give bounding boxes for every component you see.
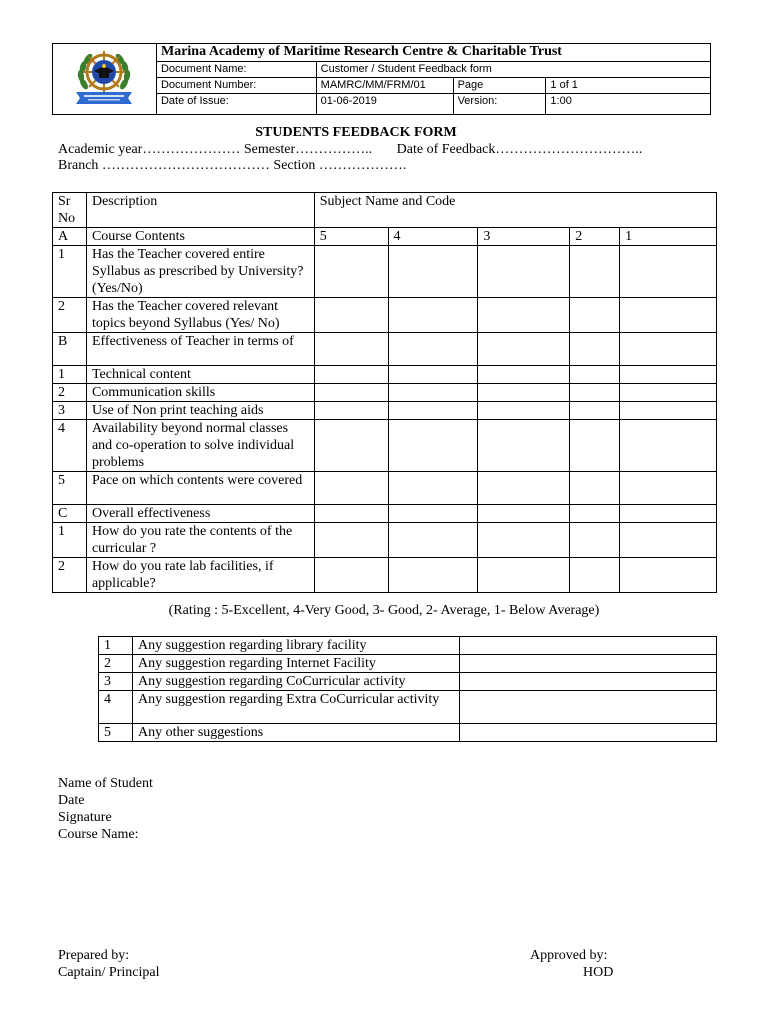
row-description: Use of Non print teaching aids — [86, 402, 314, 420]
row-sr: 5 — [53, 472, 87, 505]
doc-number-label: Document Number: — [156, 78, 316, 94]
rating-cell[interactable] — [620, 505, 717, 523]
version-value: 1:00 — [546, 94, 711, 115]
rating-cell[interactable] — [570, 420, 620, 472]
rating-cell[interactable] — [570, 298, 620, 333]
suggestion-number: 5 — [99, 724, 133, 742]
rating-cell[interactable] — [620, 333, 717, 366]
row-sr: 1 — [53, 523, 87, 558]
rating-cell[interactable] — [388, 505, 478, 523]
document-control-table — [52, 43, 711, 115]
rating-cell[interactable] — [314, 558, 388, 593]
rating-cell[interactable] — [620, 523, 717, 558]
table-row — [53, 402, 717, 420]
suggestion-text: Any suggestion regarding Extra CoCurricular activity — [132, 691, 460, 724]
issue-date-label: Date of Issue: — [156, 94, 316, 115]
suggestion-row — [99, 655, 717, 673]
rating-cell[interactable] — [388, 384, 478, 402]
rating-cell[interactable] — [314, 472, 388, 505]
table-row — [53, 505, 717, 523]
issue-date-value: 01-06-2019 — [316, 94, 453, 115]
rating-legend: (Rating : 5-Excellent, 4-Very Good, 3- Good, 2- Average, 1- Below Average) — [168, 603, 600, 618]
row-description: Communication skills — [86, 384, 314, 402]
rating-cell[interactable] — [314, 523, 388, 558]
doc-name-label: Document Name: — [156, 62, 316, 78]
page-label: Page — [453, 78, 546, 94]
logo-cell — [53, 44, 157, 115]
rating-header-4: 4 — [388, 228, 478, 246]
suggestion-answer-cell[interactable] — [460, 691, 717, 724]
suggestion-text: Any other suggestions — [132, 724, 460, 742]
rating-cell[interactable] — [570, 246, 620, 298]
table-row — [53, 523, 717, 558]
rating-cell[interactable] — [388, 246, 478, 298]
row-sr: 1 — [53, 366, 87, 384]
table-row — [53, 472, 717, 505]
rating-cell[interactable] — [314, 366, 388, 384]
suggestion-row — [99, 637, 717, 655]
doc-name-value: Customer / Student Feedback form — [316, 62, 710, 78]
row-sr: 4 — [53, 420, 87, 472]
rating-header-1: 1 — [620, 228, 717, 246]
row-sr: 2 — [53, 558, 87, 593]
suggestion-number: 1 — [99, 637, 133, 655]
table-row — [53, 246, 717, 298]
rating-cell[interactable] — [388, 420, 478, 472]
rating-cell[interactable] — [314, 246, 388, 298]
rating-cell[interactable] — [570, 384, 620, 402]
table-row — [53, 298, 717, 333]
branch-section-line: Branch ……………………………… Section ………………. — [58, 158, 407, 173]
rating-cell[interactable] — [478, 402, 570, 420]
subject-header: Subject Name and Code — [314, 193, 716, 228]
rating-cell[interactable] — [620, 246, 717, 298]
row-sr: B — [53, 333, 87, 366]
suggestion-number: 2 — [99, 655, 133, 673]
rating-cell[interactable] — [388, 402, 478, 420]
suggestion-text: Any suggestion regarding Internet Facility — [132, 655, 460, 673]
approved-by-role: HOD — [583, 965, 614, 980]
rating-header-3: 3 — [478, 228, 570, 246]
suggestion-answer-cell[interactable] — [460, 655, 717, 673]
table-row — [53, 558, 717, 593]
section-title: Course Contents — [86, 228, 314, 246]
row-sr: 3 — [53, 402, 87, 420]
prepared-by-label: Prepared by: — [58, 948, 130, 963]
rating-cell[interactable] — [620, 472, 717, 505]
rating-cell[interactable] — [314, 384, 388, 402]
academy-crest-logo — [54, 46, 154, 108]
rating-cell[interactable] — [620, 366, 717, 384]
rating-cell[interactable] — [478, 384, 570, 402]
signature-label: Signature — [58, 810, 112, 825]
rating-cell[interactable] — [388, 333, 478, 366]
table-row — [53, 366, 717, 384]
rating-cell[interactable] — [478, 298, 570, 333]
doc-number-value: MAMRC/MM/FRM/01 — [316, 78, 453, 94]
rating-cell[interactable] — [388, 298, 478, 333]
course-name-label: Course Name: — [58, 827, 139, 842]
form-title: STUDENTS FEEDBACK FORM — [255, 125, 457, 140]
sr-no-header: Sr No — [53, 193, 87, 228]
rating-cell[interactable] — [478, 333, 570, 366]
rating-cell[interactable] — [388, 366, 478, 384]
suggestion-answer-cell[interactable] — [460, 724, 717, 742]
rating-cell[interactable] — [478, 523, 570, 558]
prepared-by-role: Captain/ Principal — [58, 965, 160, 980]
suggestion-number: 4 — [99, 691, 133, 724]
rating-cell[interactable] — [478, 558, 570, 593]
rating-cell[interactable] — [620, 558, 717, 593]
rating-cell[interactable] — [314, 402, 388, 420]
academic-details-line: Academic year………………… Semester…………….. Date of Feedback………………………….. — [58, 142, 643, 157]
row-description: Overall effectiveness — [86, 505, 314, 523]
suggestion-answer-cell[interactable] — [460, 637, 717, 655]
rating-cell[interactable] — [388, 558, 478, 593]
organisation-name: Marina Academy of Maritime Research Centre & Charitable Trust — [156, 44, 710, 62]
rating-cell[interactable] — [570, 402, 620, 420]
feedback-table — [52, 192, 717, 593]
rating-header-2: 2 — [570, 228, 620, 246]
row-description: Has the Teacher covered entire Syllabus as prescribed by University? (Yes/No) — [86, 246, 314, 298]
student-name-label: Name of Student — [58, 776, 153, 791]
rating-cell[interactable] — [620, 402, 717, 420]
row-sr: C — [53, 505, 87, 523]
approved-by-label: Approved by: — [530, 948, 608, 963]
suggestion-answer-cell[interactable] — [460, 673, 717, 691]
rating-cell[interactable] — [570, 505, 620, 523]
row-sr: 2 — [53, 298, 87, 333]
rating-cell[interactable] — [620, 384, 717, 402]
suggestions-table — [98, 636, 717, 742]
rating-cell[interactable] — [570, 558, 620, 593]
rating-cell[interactable] — [314, 420, 388, 472]
rating-cell[interactable] — [620, 420, 717, 472]
rating-cell[interactable] — [478, 505, 570, 523]
date-label: Date — [58, 793, 85, 808]
suggestion-row — [99, 673, 717, 691]
rating-cell[interactable] — [388, 472, 478, 505]
rating-cell[interactable] — [314, 333, 388, 366]
suggestion-text: Any suggestion regarding library facility — [132, 637, 460, 655]
table-row — [53, 384, 717, 402]
rating-cell[interactable] — [570, 366, 620, 384]
rating-cell[interactable] — [314, 298, 388, 333]
table-row — [53, 333, 717, 366]
rating-cell[interactable] — [478, 246, 570, 298]
row-description: Has the Teacher covered relevant topics beyond Syllabus (Yes/ No) — [86, 298, 314, 333]
rating-cell[interactable] — [570, 523, 620, 558]
rating-cell[interactable] — [314, 505, 388, 523]
rating-cell[interactable] — [570, 333, 620, 366]
rating-cell[interactable] — [478, 366, 570, 384]
page-value: 1 of 1 — [546, 78, 711, 94]
row-description: How do you rate the contents of the curricular ? — [86, 523, 314, 558]
description-header: Description — [86, 193, 314, 228]
suggestion-number: 3 — [99, 673, 133, 691]
rating-cell[interactable] — [388, 523, 478, 558]
rating-cell[interactable] — [478, 420, 570, 472]
row-description: Technical content — [86, 366, 314, 384]
rating-cell[interactable] — [570, 472, 620, 505]
row-sr: 2 — [53, 384, 87, 402]
row-sr: 1 — [53, 246, 87, 298]
row-description: Pace on which contents were covered — [86, 472, 314, 505]
suggestion-row — [99, 724, 717, 742]
rating-cell[interactable] — [478, 472, 570, 505]
row-description: Effectiveness of Teacher in terms of — [86, 333, 314, 366]
version-label: Version: — [453, 94, 546, 115]
rating-cell[interactable] — [620, 298, 717, 333]
section-sr: A — [53, 228, 87, 246]
rating-header-5: 5 — [314, 228, 388, 246]
row-description: How do you rate lab facilities, if applicable? — [86, 558, 314, 593]
suggestion-text: Any suggestion regarding CoCurricular activity — [132, 673, 460, 691]
suggestion-row — [99, 691, 717, 724]
row-description: Availability beyond normal classes and co-operation to solve individual problems — [86, 420, 314, 472]
table-row — [53, 420, 717, 472]
